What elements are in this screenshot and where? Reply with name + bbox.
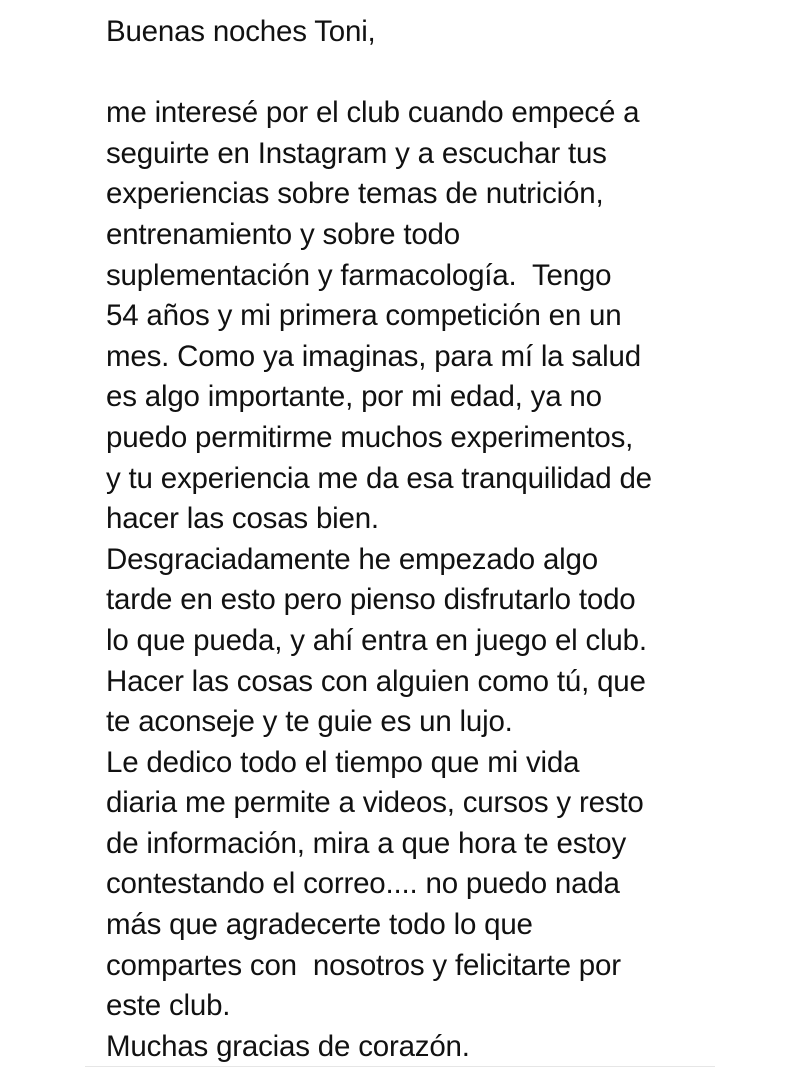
message-line: compartes con nosotros y felicitarte por [106,948,621,982]
message-line: experiencias sobre temas de nutrición, [106,177,604,211]
closing-line: Muchas gracias de corazón. [106,1029,470,1063]
message-line: entrenamiento y sobre todo [106,217,460,251]
greeting-line: Buenas noches Toni, [106,15,376,48]
message-line: tarde en esto pero pienso disfrutarlo todo [106,583,636,617]
message-line: Le dedico todo el tiempo que mi vida [106,745,580,779]
message-line: seguirte en Instagram y a escuchar tus [106,136,607,170]
message-line: suplementación y farmacología. Tengo [106,258,612,292]
message-line: este club. [106,989,231,1023]
message-line: Hacer las cosas con alguien como tú, que [106,664,646,698]
message-line: más que agradecerte todo lo que [106,908,533,942]
message-line: es algo importante, por mi edad, ya no [106,380,602,414]
message-line: te aconseje y te guie es un lujo. [106,705,513,739]
message-line: contestando el correo.... no puedo nada [106,867,620,901]
message-line: y tu experiencia me da esa tranquilidad de [106,461,652,495]
message-line: puedo permitirme muchos experimentos, [106,420,634,454]
message-line: diaria me permite a videos, cursos y resto [106,786,644,820]
message-line: 54 años y mi primera competición en un [106,299,622,333]
message-line: me interesé por el club cuando empecé a [106,96,640,130]
message-line: de información, mira a que hora te estoy [106,826,627,860]
bottom-divider [85,1066,715,1067]
message-line: Desgraciadamente he empezado algo [106,542,598,576]
message-line: hacer las cosas bien. [106,502,379,536]
message-line: lo que pueda, y ahí entra en juego el club. [106,623,647,657]
message-line: mes. Como ya imaginas, para mí la salud [106,339,641,373]
email-message-body [106,12,766,1067]
blank-line [106,53,766,94]
